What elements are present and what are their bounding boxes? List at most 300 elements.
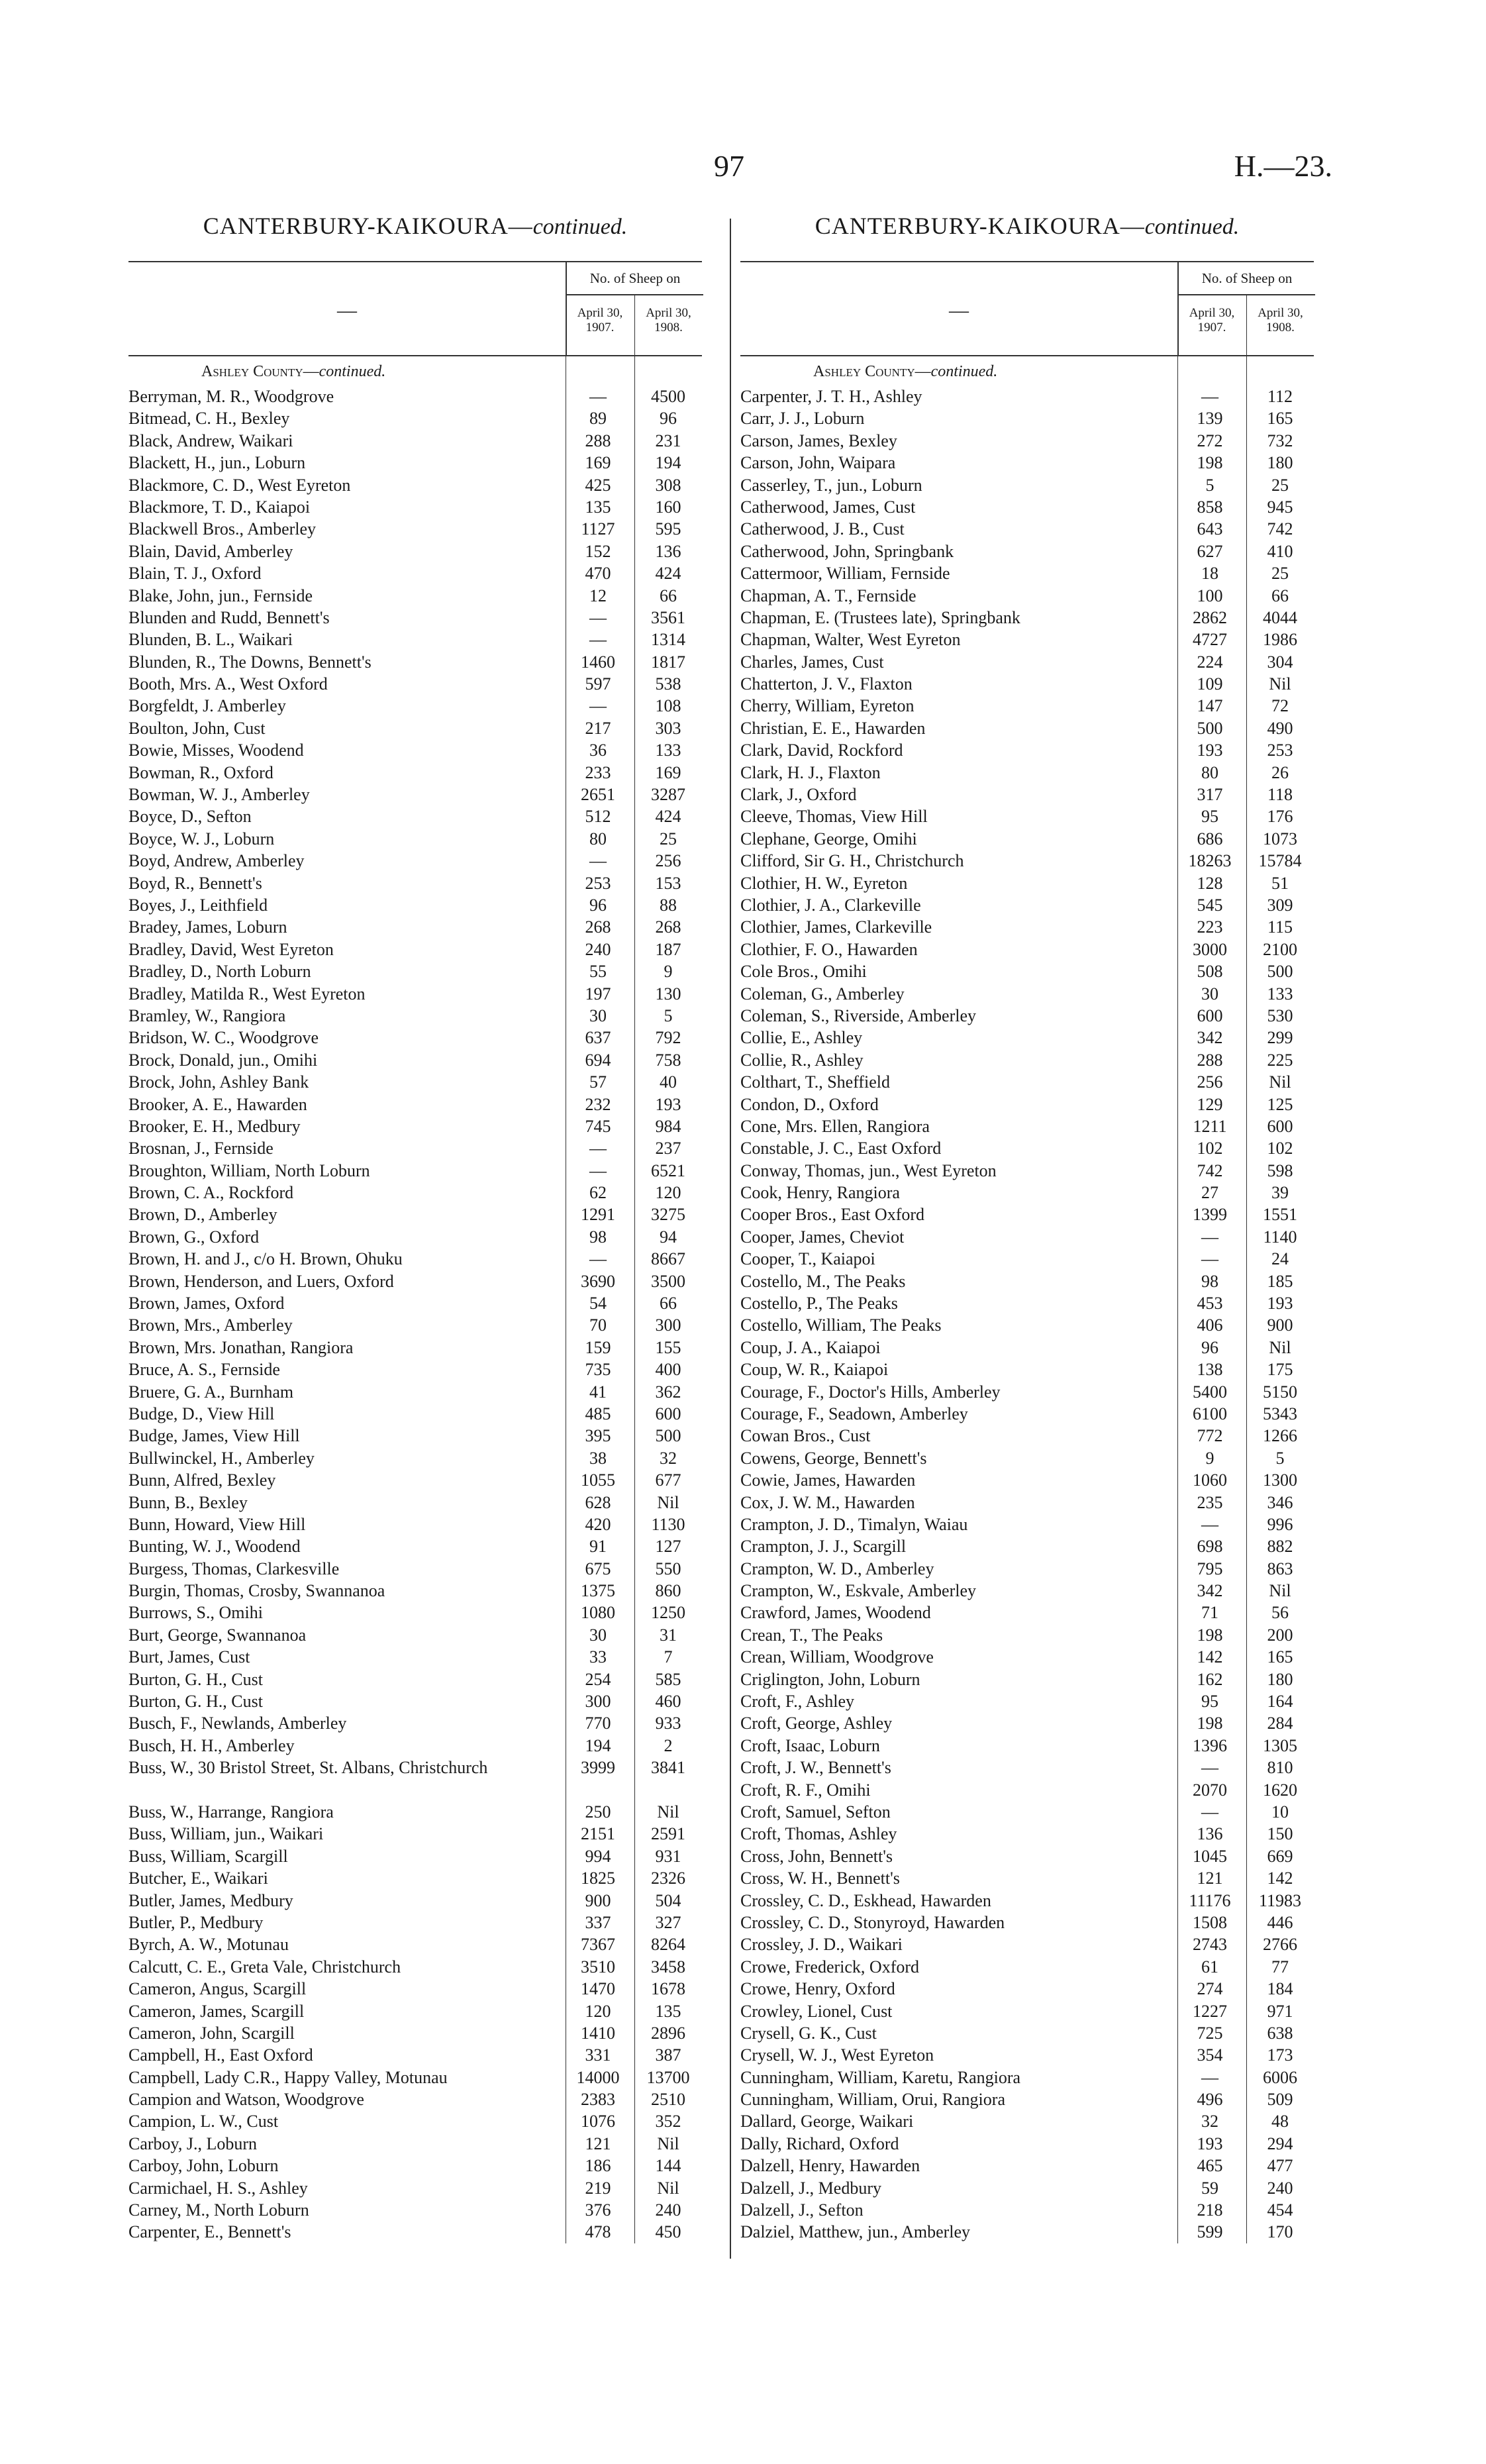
- table-row: [740, 1160, 1314, 1182]
- table-row: [740, 407, 1314, 429]
- table-row: [128, 739, 702, 761]
- sheep-1908: 669: [1267, 1846, 1293, 1866]
- document-reference: H.—23.: [1234, 149, 1332, 183]
- owner-name: Blunden and Rudd, Bennett's: [128, 607, 330, 627]
- sheep-1908: 184: [1267, 1979, 1293, 1999]
- sheep-1908: 240: [1267, 2178, 1293, 2198]
- sheep-1908: 996: [1267, 1514, 1293, 1534]
- owner-name: Buss, W., 30 Bristol Street, St. Albans, Christchurch: [128, 1758, 488, 1778]
- sheep-1908: 400: [655, 1360, 681, 1380]
- owner-name: Coup, W. R., Kaiapoi: [740, 1360, 889, 1380]
- table-row: [128, 474, 702, 496]
- owner-name: Carpenter, E., Bennett's: [128, 2222, 291, 2242]
- table-row: [128, 1071, 702, 1093]
- sheep-1907: 2743: [1193, 1935, 1227, 1955]
- owner-name: Brown, Mrs. Jonathan, Rangiora: [128, 1337, 354, 1357]
- table-row: [740, 430, 1314, 452]
- sheep-1908: 194: [655, 453, 681, 473]
- table-row: [128, 2088, 702, 2110]
- owner-name: Budge, James, View Hill: [128, 1426, 300, 1446]
- sheep-1908: 26: [1271, 762, 1289, 782]
- table-row: [740, 1492, 1314, 1514]
- sheep-1908: 66: [660, 1294, 677, 1313]
- owner-name: Crossley, C. D., Stonyroyd, Hawarden: [740, 1912, 1005, 1932]
- sheep-1907: 194: [585, 1735, 611, 1755]
- owner-name: Brooker, A. E., Hawarden: [128, 1094, 307, 1114]
- owner-name: Campbell, Lady C.R., Happy Valley, Motunau: [128, 2067, 448, 2087]
- sheep-1907: 627: [1197, 541, 1223, 561]
- owner-name: Brown, C. A., Rockford: [128, 1183, 294, 1203]
- owner-name: Bowman, R., Oxford: [128, 762, 273, 782]
- sheep-1908: 446: [1267, 1912, 1293, 1932]
- table-row: [128, 607, 702, 629]
- table-row: [128, 1314, 702, 1336]
- sheep-1907: 254: [585, 1669, 611, 1689]
- sheep-1907: 637: [585, 1028, 611, 1048]
- sheep-1907: 994: [585, 1846, 611, 1866]
- sheep-1908: 2766: [1263, 1935, 1297, 1955]
- table-row: [128, 916, 702, 938]
- sheep-1907: 55: [589, 962, 607, 982]
- owner-name: Burrows, S., Omihi: [128, 1603, 263, 1623]
- table-row: [740, 1779, 1314, 1801]
- table-row: [740, 828, 1314, 850]
- table-row: [740, 1624, 1314, 1646]
- sheep-1908: 10: [1271, 1802, 1289, 1822]
- owner-name: Byrch, A. W., Motunau: [128, 1935, 289, 1955]
- sheep-1907: 770: [585, 1714, 611, 1733]
- owner-name: Bruce, A. S., Fernside: [128, 1360, 280, 1380]
- sheep-1907: 162: [1197, 1669, 1223, 1689]
- sheep-1907: 142: [1197, 1647, 1223, 1667]
- sheep-1907: 139: [1197, 409, 1223, 429]
- table-row: [128, 1690, 702, 1712]
- sheep-1907: 425: [585, 475, 611, 495]
- owner-name: Blackwell Bros., Amberley: [128, 519, 317, 539]
- sheep-1908: 72: [1271, 696, 1289, 716]
- owner-name: Bowie, Misses, Woodend: [128, 741, 304, 760]
- sheep-1908: 1073: [1263, 829, 1297, 848]
- sheep-1907: —: [589, 1249, 607, 1269]
- sheep-1908: 538: [655, 674, 681, 694]
- sheep-1908: 900: [1267, 1315, 1293, 1335]
- sheep-1907: 470: [585, 564, 611, 584]
- table-row: [128, 1425, 702, 1447]
- sheep-1908: 165: [1267, 1647, 1293, 1667]
- page-number: 97: [714, 149, 744, 183]
- sheep-1908: 8667: [651, 1249, 685, 1269]
- sheep-1907: 54: [589, 1294, 607, 1313]
- sheep-1908: 108: [655, 696, 681, 716]
- table-row: [128, 1823, 702, 1845]
- sheep-1907: 198: [1197, 1625, 1223, 1645]
- table-row: [740, 1447, 1314, 1469]
- owner-name: Croft, R. F., Omihi: [740, 1780, 871, 1800]
- table-row: [740, 1956, 1314, 1978]
- sheep-1908: 180: [1267, 453, 1293, 473]
- owner-name: Campion and Watson, Woodgrove: [128, 2090, 364, 2110]
- table-row: [740, 1005, 1314, 1027]
- table-row: [128, 1845, 702, 1867]
- table-row: [740, 1094, 1314, 1115]
- table-row: [740, 2067, 1314, 2088]
- sheep-1908: 4044: [1263, 607, 1297, 627]
- sheep-1908: 931: [655, 1846, 681, 1866]
- sheep-1908: 346: [1267, 1492, 1293, 1512]
- table-row: [128, 452, 702, 474]
- owner-name: Brown, D., Amberley: [128, 1205, 277, 1225]
- sheep-1908: 585: [655, 1669, 681, 1689]
- owner-name: Cook, Henry, Rangiora: [740, 1183, 900, 1203]
- sheep-1907: 331: [585, 2045, 611, 2065]
- owner-name: Chapman, E. (Trustees late), Springbank: [740, 607, 1020, 627]
- owner-name: Clark, H. J., Flaxton: [740, 762, 881, 782]
- owner-name: Costello, William, The Peaks: [740, 1315, 942, 1335]
- sheep-1907: —: [1201, 1514, 1218, 1534]
- owner-name: Collie, R., Ashley: [740, 1050, 864, 1070]
- owner-name: Cowie, James, Hawarden: [740, 1470, 916, 1490]
- sheep-1908: 1250: [651, 1603, 685, 1623]
- table-row: [740, 1646, 1314, 1668]
- sheep-1907: 30: [589, 1625, 607, 1645]
- sheep-1907: 274: [1197, 1979, 1223, 1999]
- sheep-1908: 933: [655, 1714, 681, 1733]
- sheep-1908: 600: [1267, 1116, 1293, 1136]
- sheep-1908: 9: [664, 962, 673, 982]
- sheep-1907: 197: [585, 984, 611, 1003]
- sheep-1908: 450: [655, 2222, 681, 2242]
- owner-name: Dallard, George, Waikari: [740, 2112, 914, 2131]
- sheep-1907: —: [589, 696, 607, 716]
- table-row: [740, 739, 1314, 761]
- table-row: [740, 2221, 1314, 2243]
- sheep-1908: 1817: [651, 652, 685, 672]
- right-column-title: CANTERBURY-KAIKOURA—continued.: [815, 213, 1240, 239]
- sheep-1908: 882: [1267, 1537, 1293, 1557]
- table-row: [128, 2022, 702, 2044]
- owner-name: Bruere, G. A., Burnham: [128, 1382, 294, 1402]
- sheep-1908: 595: [655, 519, 681, 539]
- sheep-1908: 200: [1267, 1625, 1293, 1645]
- table-row: [740, 1226, 1314, 1248]
- sheep-1908: 225: [1267, 1050, 1293, 1070]
- sheep-1908: Nil: [1269, 1072, 1291, 1092]
- owner-name: Boulton, John, Cust: [128, 718, 266, 738]
- sheep-1907: 80: [1201, 762, 1218, 782]
- sheep-1907: 496: [1197, 2090, 1223, 2110]
- table-row: [128, 695, 702, 717]
- owner-name: Cross, W. H., Bennett's: [740, 1869, 900, 1888]
- sheep-1907: 1410: [581, 2023, 615, 2043]
- table-row: [128, 2177, 702, 2199]
- sheep-1907: 80: [589, 829, 607, 848]
- table-row: [128, 784, 702, 805]
- table-row: [128, 1005, 702, 1027]
- sheep-1908: 792: [655, 1028, 681, 1048]
- sheep-1908: 500: [655, 1426, 681, 1446]
- sheep-1908: 509: [1267, 2090, 1293, 2110]
- sheep-1907: 485: [585, 1404, 611, 1423]
- owner-name: Bowman, W. J., Amberley: [128, 785, 310, 805]
- table-row: [128, 1337, 702, 1359]
- sheep-1908: 187: [655, 939, 681, 959]
- sheep-1907: 900: [585, 1890, 611, 1910]
- owner-name: Crean, T., The Peaks: [740, 1625, 883, 1645]
- sheep-1908: 135: [655, 2001, 681, 2021]
- sheep-1907: 129: [1197, 1094, 1223, 1114]
- owner-name: Colthart, T., Sheffield: [740, 1072, 891, 1092]
- sheep-1907: 1080: [581, 1603, 615, 1623]
- sheep-1908: 500: [1267, 962, 1293, 982]
- owner-name: Crossley, C. D., Eskhead, Hawarden: [740, 1890, 991, 1910]
- owner-name: Brown, Henderson, and Luers, Oxford: [128, 1271, 394, 1291]
- sheep-1907: 268: [585, 917, 611, 937]
- sheep-1908: 2510: [651, 2090, 685, 2110]
- sheep-1907: 18: [1201, 564, 1218, 584]
- section-heading: Ashley County—continued.: [813, 363, 998, 380]
- sheep-1907: 59: [1201, 2178, 1218, 2198]
- sheep-1907: 232: [585, 1094, 611, 1114]
- sheep-1907: 61: [1201, 1957, 1218, 1976]
- table-row: [740, 2133, 1314, 2155]
- table-row: [740, 2000, 1314, 2022]
- sheep-1908: 410: [1267, 541, 1293, 561]
- sheep-1907: 233: [585, 762, 611, 782]
- table-row: [740, 1757, 1314, 1778]
- sheep-1907: —: [1201, 1227, 1218, 1247]
- table-row: [740, 2110, 1314, 2132]
- owner-name: Blackett, H., jun., Loburn: [128, 453, 306, 473]
- table-row: [128, 939, 702, 960]
- table-row: [128, 1912, 702, 1933]
- sheep-1908: 1678: [651, 1979, 685, 1999]
- owner-name: Bramley, W., Rangiora: [128, 1005, 286, 1025]
- owner-name: Booth, Mrs. A., West Oxford: [128, 674, 328, 694]
- sheep-1908: 362: [655, 1382, 681, 1402]
- sheep-1908: 193: [655, 1094, 681, 1114]
- owner-name: Coleman, S., Riverside, Amberley: [740, 1005, 977, 1025]
- sheep-1908: 176: [1267, 807, 1293, 827]
- sheep-1908: 490: [1267, 718, 1293, 738]
- owner-name: Black, Andrew, Waikari: [128, 431, 293, 450]
- left-table-header: [128, 261, 702, 356]
- sheep-1908: 1314: [651, 630, 685, 650]
- sheep-1908: 193: [1267, 1294, 1293, 1313]
- owner-name: Cooper Bros., East Oxford: [740, 1205, 925, 1225]
- sheep-1908: Nil: [1269, 674, 1291, 694]
- sheep-1908: 112: [1267, 387, 1293, 406]
- table-row: [128, 1381, 702, 1403]
- sheep-1907: 2862: [1193, 607, 1227, 627]
- sheep-1908: 231: [655, 431, 681, 450]
- table-row: [740, 585, 1314, 607]
- owner-name: Brown, G., Oxford: [128, 1227, 260, 1247]
- sheep-1908: 424: [655, 564, 681, 584]
- sheep-1908: Nil: [1269, 1337, 1291, 1357]
- owner-name: Constable, J. C., East Oxford: [740, 1139, 942, 1158]
- sheep-1908: 309: [1267, 895, 1293, 915]
- sheep-1907: 218: [1197, 2200, 1223, 2220]
- owner-name: Bradley, Matilda R., West Eyreton: [128, 984, 366, 1003]
- sheep-1907: 159: [585, 1337, 611, 1357]
- owner-name: Cowens, George, Bennett's: [740, 1448, 927, 1468]
- sheep-1908: 6006: [1263, 2067, 1297, 2087]
- sheep-1907: 1375: [581, 1581, 615, 1601]
- table-row: [740, 717, 1314, 739]
- owner-name: Brown, Mrs., Amberley: [128, 1315, 293, 1335]
- sheep-1908: 1266: [1263, 1426, 1297, 1446]
- sheep-1908: 1300: [1263, 1470, 1297, 1490]
- sheep-1908: Nil: [657, 2133, 679, 2153]
- sheep-1907: 41: [589, 1382, 607, 1402]
- table-row: [740, 2199, 1314, 2221]
- sheep-1907: 420: [585, 1514, 611, 1534]
- sheep-1908: 758: [655, 1050, 681, 1070]
- owner-name: Blunden, B. L., Waikari: [128, 630, 293, 650]
- table-row: [128, 1978, 702, 2000]
- owner-name: Blain, T. J., Oxford: [128, 564, 262, 584]
- sheep-1908: 25: [660, 829, 677, 848]
- table-row: [740, 452, 1314, 474]
- owner-name: Conway, Thomas, jun., West Eyreton: [740, 1160, 997, 1180]
- sheep-1907: 135: [585, 497, 611, 517]
- owner-name: Calcutt, C. E., Greta Vale, Christchurch: [128, 1957, 401, 1976]
- owner-name: Crampton, W., Eskvale, Amberley: [740, 1581, 977, 1601]
- sheep-1907: 223: [1197, 917, 1223, 937]
- sheep-1907: 675: [585, 1559, 611, 1578]
- owner-name: Carney, M., North Loburn: [128, 2200, 309, 2220]
- sheep-1908: 352: [655, 2112, 681, 2131]
- owner-name: Blake, John, jun., Fernside: [128, 586, 313, 605]
- column-rule: [1246, 356, 1247, 2243]
- table-row: [740, 474, 1314, 496]
- sheep-1907: 253: [585, 873, 611, 893]
- table-row: [740, 1580, 1314, 1602]
- table-row: [740, 1027, 1314, 1049]
- sheep-1907: 121: [1197, 1869, 1223, 1888]
- owner-name: Butler, James, Medbury: [128, 1890, 293, 1910]
- sheep-1907: 98: [1201, 1271, 1218, 1291]
- owner-name: Croft, George, Ashley: [740, 1714, 893, 1733]
- col-1908-header: April 30, 1908.: [634, 295, 702, 355]
- sheep-1908: 94: [660, 1227, 677, 1247]
- table-row: [740, 607, 1314, 629]
- owner-name: Brown, H. and J., c/o H. Brown, Ohuku: [128, 1249, 403, 1269]
- sheep-1908: 600: [655, 1404, 681, 1423]
- owner-name: Crossley, J. D., Waikari: [740, 1935, 903, 1955]
- sheep-1907: 186: [585, 2156, 611, 2176]
- table-row: [740, 1558, 1314, 1580]
- sheep-1908: 150: [1267, 1824, 1293, 1844]
- name-column-header: —: [337, 299, 357, 321]
- sheep-1908: 863: [1267, 1559, 1293, 1578]
- sheep-1907: 1227: [1193, 2001, 1227, 2021]
- table-row: [128, 496, 702, 518]
- owner-name: Burton, G. H., Cust: [128, 1669, 263, 1689]
- sheep-1908: 424: [655, 807, 681, 827]
- sheep-1908: 2591: [651, 1824, 685, 1844]
- table-row: [740, 651, 1314, 673]
- table-row: [740, 2088, 1314, 2110]
- owner-name: Brock, Donald, jun., Omihi: [128, 1050, 318, 1070]
- table-row: [128, 717, 702, 739]
- sheep-1907: 406: [1197, 1315, 1223, 1335]
- table-row: [128, 2133, 702, 2155]
- owner-name: Dalziel, Matthew, jun., Amberley: [740, 2222, 971, 2242]
- sheep-1907: 600: [1197, 1005, 1223, 1025]
- sheep-1907: 4727: [1193, 630, 1227, 650]
- table-row: [740, 2022, 1314, 2044]
- table-row: [740, 1248, 1314, 1270]
- owner-name: Brown, James, Oxford: [128, 1294, 285, 1313]
- sheep-1908: 155: [655, 1337, 681, 1357]
- column-rule: [1177, 356, 1178, 2243]
- sheep-1907: 376: [585, 2200, 611, 2220]
- sheep-1907: 250: [585, 1802, 611, 1822]
- sheep-1908: 165: [1267, 409, 1293, 429]
- owner-name: Bradley, David, West Eyreton: [128, 939, 334, 959]
- owner-name: Busch, F., Newlands, Amberley: [128, 1714, 347, 1733]
- table-row: [128, 385, 702, 407]
- sheep-1907: 694: [585, 1050, 611, 1070]
- sheep-1908: Nil: [657, 1802, 679, 1822]
- table-row: [128, 960, 702, 982]
- sheep-1907: 3510: [581, 1957, 615, 1976]
- sheep-1907: 3690: [581, 1271, 615, 1291]
- col-1908-header: April 30, 1908.: [1246, 295, 1314, 355]
- sheep-1908: 256: [655, 851, 681, 871]
- owner-name: Carpenter, J. T. H., Ashley: [740, 387, 922, 406]
- owner-name: Buss, William, Scargill: [128, 1846, 288, 1866]
- sheep-1908: Nil: [1269, 1581, 1291, 1601]
- table-row: [128, 1226, 702, 1248]
- table-row: [128, 540, 702, 562]
- owner-name: Cole Bros., Omihi: [740, 962, 867, 982]
- sheep-1907: 121: [585, 2133, 611, 2153]
- sheep-1908: 2326: [651, 1869, 685, 1888]
- sheep-1908: 164: [1267, 1692, 1293, 1712]
- sheep-1908: 2100: [1263, 939, 1297, 959]
- sheep-1908: 2896: [651, 2023, 685, 2043]
- table-row: [128, 585, 702, 607]
- sheep-1907: 11176: [1189, 1890, 1231, 1910]
- owner-name: Chapman, A. T., Fernside: [740, 586, 916, 605]
- sheep-1907: 38: [589, 1448, 607, 1468]
- sheep-1908: 160: [655, 497, 681, 517]
- owner-name: Burt, George, Swannanoa: [128, 1625, 307, 1645]
- sheep-1908: 1140: [1263, 1227, 1297, 1247]
- sheep-1907: 2151: [581, 1824, 615, 1844]
- sheep-1907: —: [1201, 1249, 1218, 1269]
- sheep-1908: Nil: [657, 1492, 679, 1512]
- sheep-1908: 127: [655, 1537, 681, 1557]
- owner-name: Croft, Isaac, Loburn: [740, 1735, 880, 1755]
- sheep-1908: 39: [1271, 1183, 1289, 1203]
- sheep-1908: 300: [655, 1315, 681, 1335]
- owner-name: Clothier, James, Clarkeville: [740, 917, 932, 937]
- sheep-1907: 317: [1197, 785, 1223, 805]
- table-row: [128, 651, 702, 673]
- sheep-1908: 32: [660, 1448, 677, 1468]
- sheep-1907: 342: [1197, 1581, 1223, 1601]
- owner-name: Croft, Thomas, Ashley: [740, 1824, 897, 1844]
- table-row: [128, 1359, 702, 1380]
- sheep-1908: 66: [1271, 586, 1289, 605]
- owner-name: Blain, David, Amberley: [128, 541, 293, 561]
- sheep-1908: 142: [1267, 1869, 1293, 1888]
- owner-name: Catherwood, J. B., Cust: [740, 519, 905, 539]
- sheep-1907: 91: [589, 1537, 607, 1557]
